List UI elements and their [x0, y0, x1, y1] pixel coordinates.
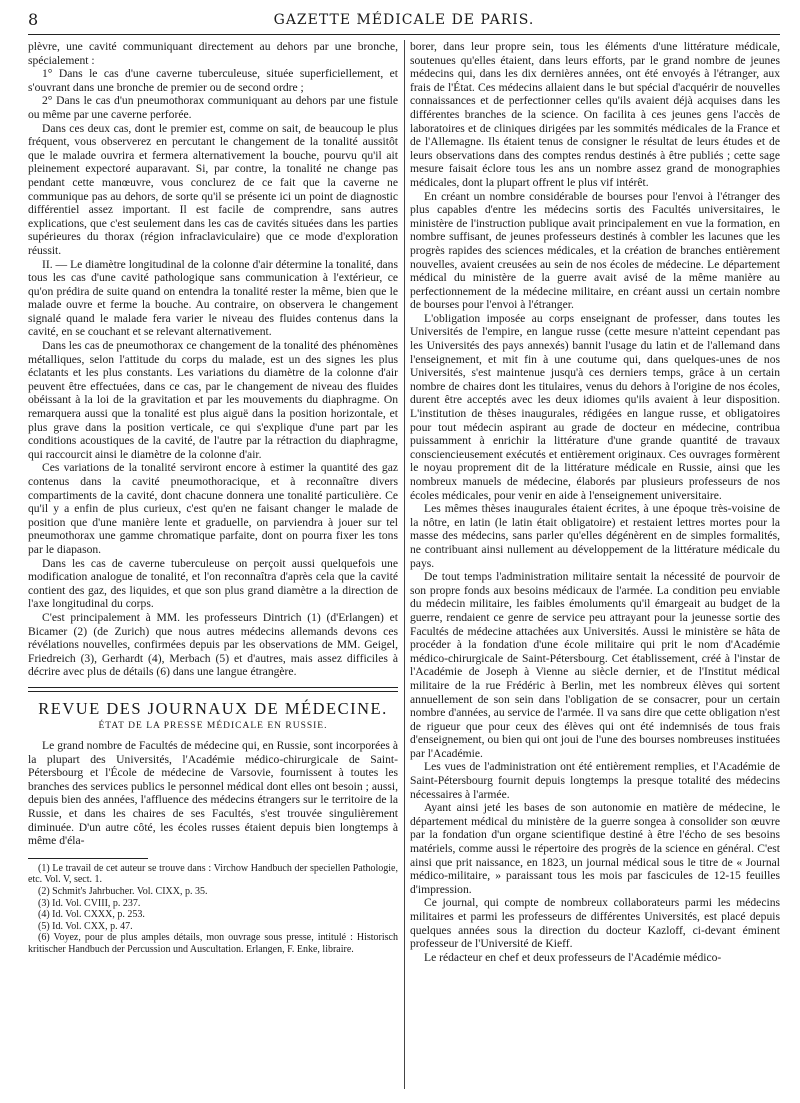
page-number: 8: [28, 10, 39, 29]
paragraph: Le grand nombre de Facultés de médecine qui, en Russie, sont incorporées à la plupart des Universités, l'Académie médico-chirurgicale de Saint-Pétersbourg et l'École de médecine de Varsovie, fournissent à toutes les branches des services publics le personnel médical dont elles ont besoin ; aussi, depuis bien des années, l'affluence des médecins étrangers sur le territoire de la Russie, et dans les chaires de ses Facultés, s'est trouvée singulièrement diminuée. D'un autre côté, les écoles russes étaient depuis bien longtemps à même d'éla-: [28, 739, 398, 848]
paragraph: Le rédacteur en chef et deux professeurs de l'Académie médico-: [424, 950, 722, 964]
footnote: (3) Id. Vol. CVIII, p. 237.: [38, 897, 141, 909]
left-column: [28, 40, 398, 956]
paragraph: Dans les cas de pneumothorax ce changement de la tonalité des phénomènes métalliques, selon l'attitude du corps du malade, est un des signes les plus éclatants et les plus constants. Les variations du diamètre de la colonne d'air peuvent être effectuées, dans ce cas, par le changement de niveau des fluides obéissant à la loi de la gravitation et par les mouvements du diaphragme. On remarquera aussi que la tonalité est plus aiguë dans la position horizontale, et plus grave dans la position verticale, ce qui s'explique d'une part par les conditions acoustiques de la cavité, de l'autre par la rétraction du diaphragme, qui raccourcit ainsi le diamètre de la colonne d'air.: [28, 339, 398, 461]
paragraph: Ce journal, qui compte de nombreux collaborateurs parmi les médecins militaires et parmi les professeurs de différentes Universités, est placé depuis quelques années sous la direction du docteur Kazloff, ci-devant éminent professeur de l'Université de Kieff.: [410, 896, 780, 951]
footnote: (2) Schmit's Jahrbucher. Vol. CIXX, p. 35.: [38, 886, 208, 898]
paragraph: Les mêmes thèses inaugurales étaient écrites, à une époque très-voisine de la nôtre, en latin (le latin était obligatoire) et restaient lettres mortes pour la masse des médecins, sans parler qu'elles dégénèrent en de simples formalités, ne contribuant ainsi nullement au développement de la littérature médicale du pays.: [410, 502, 780, 570]
newspaper-page: [28, 0, 780, 1103]
header-rule: [28, 34, 780, 35]
column-rule: [404, 40, 405, 1089]
section-divider: [28, 687, 398, 692]
footnote: (1) Le travail de cet auteur se trouve dans : Virchow Handbuch der speciellen Pathologie, etc. Vol. V, sect. 1.: [28, 862, 398, 886]
right-column: [410, 40, 780, 964]
paragraph: Ayant ainsi jeté les bases de son autonomie en matière de médecine, le département médical du ministère de la guerre songea à consolider son œuvre par la fondation d'un organe scientifique destiné à être l'écho de ses besoins matériels, comme aussi le répertoire des progrès de la science en général. C'est ainsi que prit naissance, en 1823, un journal médical sous le titre de « Journal médico-militaire, » paraissant tous les mois par fascicules de 12-15 feuilles d'impression.: [410, 801, 780, 896]
paragraph: En créant un nombre considérable de bourses pour l'envoi à l'étranger des plus capables d'entre les médecins sortis des Facultés universitaires, le ministère de l'instruction publique avait principalement en vue la formation, en nombre suffisant, de jeunes professeurs destinés à combler les lacunes que les progrès rapides des sciences médicales, et la création de branches entièrement nouvelles, avaient creusées au sein de nos écoles de médecine. Le département médical du ministère de la guerre avait avisé de la même manière au perfectionnement de la médecine militaire, en créant aussi un certain nombre de bourses pour l'envoi à l'étranger.: [410, 189, 780, 312]
paragraph: borer, dans leur propre sein, tous les éléments d'une littérature médicale, soutenues qu'elles étaient, dans leurs efforts, par le grand nombre de jeunes médecins qui, dans les dix dernières années, ont été envoyés à l'étranger, aux frais de l'État. Ces médecins allaient dans le but spécial d'acquérir de nouvelles connaissances et de perfectionner celles qu'ils avaient déjà acquises dans les différentes branches de la science. On facilita à ces jeunes gens l'accès de laboratoires et de cliniques dirigées par les sommités médicales de la France et de l'Allemagne. Ils étaient tenus de consigner le résultat de leurs études et de leurs observations dans des comptes rendus destinés à être publiés ; cette sage mesure faisait éclore tous les ans un nombre assez grand de monographies médicales, dont la plupart offrent le plus vif intérêt.: [410, 40, 780, 189]
paragraph: Dans ces deux cas, dont le premier est, comme on sait, de beaucoup le plus fréquent, vous observerez en percutant le changement de la tonalité aussitôt que le malade ouvrira et fermera alternativement la bouche, pourvu qu'il ait pleinement expectoré auparavant. Si, par contre, la tonalité ne change pas pendant cette manœuvre, vous conclurez de ce fait que la caverne ne communique pas au dehors, de sorte qu'il se présente ici un point de diagnostic différentiel assez important. Il est facile de comprendre, sans autres explications, que c'est seulement dans les cas de cavités situées dans les parties supérieures du thorax (région infraclaviculaire) que ce mode d'exploration réussit.: [28, 121, 398, 257]
list-item: 1° Dans le cas d'une caverne tuberculeuse, située superficiellement, et s'ouvrant dans une bronche de premier ou de second ordre ;: [28, 67, 398, 94]
paragraph: Ces variations de la tonalité serviront encore à estimer la quantité des gaz contenus dans la cavité pneumothoracique, et à reconnaître divers compartiments de la cavité, dont chacune donnera une tonalité particulière. Ce qu'il y a enfin de plus curieux, c'est qu'en ne faisant changer le malade de position que d'une manière lente et graduelle, on parviendra à jouer sur tel pneumothorax une gamme chromatique parfaite, dont on pourra fixer les tons par le diapason.: [28, 461, 398, 556]
footnote: (4) Id. Vol. CXXX, p. 253.: [38, 909, 145, 921]
running-title: GAZETTE MÉDICALE DE PARIS.: [273, 12, 535, 28]
page-header: [28, 10, 780, 32]
paragraph: Les vues de l'administration ont été entièrement remplies, et l'Académie de Saint-Pétersbourg fournit depuis longtemps la presque totalité des médecins nécessaires à l'armée.: [410, 760, 780, 801]
paragraph: C'est principalement à MM. les professeurs Dintrich (1) (d'Erlangen) et Bicamer (2) (de Zurich) que nous autres médecins allemands devons ces révélations nouvelles, confirmées depuis par les observations de MM. Geigel, Friedreich (3), Gerhardt (4), Merbach (5) et d'autres, mais assez difficiles à décrire avec plus de détails (6) dans une langue étrangère.: [28, 610, 398, 679]
paragraph: De tout temps l'administration militaire sentait la nécessité de pourvoir de son propre fonds aux besoins médicaux de l'armée. La condition peu enviable du médecin militaire, les faibles émoluments qu'il émargeait au budget de la guerre, rendaient ce genre de service peu attrayant pour la jeunesse sortie des Facultés de médecine attachées aux Universités. Aussi le ministère se hâta de procéder à la fondation d'une école militaire qui prit le nom d'Académie médico-chirurgicale de Saint-Pétersbourg. Cet établissement, créé à l'instar de l'Académie de Joseph à Vienne au siècle dernier, et de l'Institut médical militaire de la rue Frédéric à Berlin, met les nombreux élèves qui sortent annuellement de son sein dans l'obligation de se consacrer, pour un certain nombre d'années, au service de l'armée. Il va sans dire que cette obligation n'est de rigueur que pour ceux des élèves qui ont été indemnisés de tous frais d'enseignement, ou bien qui ont joui de l'une des bourses nombreuses instituées par l'Académie.: [410, 570, 780, 760]
list-item: 2° Dans le cas d'un pneumothorax communiquant au dehors par une fistule ou même par une caverne perforée.: [28, 94, 398, 121]
section-title: REVUE DES JOURNAUX DE MÉDECINE.: [38, 698, 388, 718]
footnote: (6) Voyez, pour de plus amples détails, mon ouvrage sous presse, intitulé : Historisch kritischer Handbuch der Percussion und Auscultation. Erlangen, F. Enke, libraire.: [28, 932, 398, 955]
paragraph: L'obligation imposée au corps enseignant de professer, dans toutes les Universités de l'empire, en langue russe (cette mesure n'atteint cependant pas les Universités des pays annexés) bannit l'usage du latin et de l'allemand dans l'enseignement, et mit fin à une coutume qui, dans quelques-unes de nos Universités, s'est maintenue jusqu'à ces derniers temps, grâce à un certain nombre de chaires dont les titulaires, venus du dehors à l'origine de nos écoles, durent être acceptés avec les deux idiomes qu'ils avaient à leur disposition. L'institution de thèses inaugurales, rédigées en langue russe, et obligatoires pour tout médecin aspirant au grade de docteur en médecine, contribua puissamment à enrichir la littérature d'une grande quantité de travaux consciencieusement exécutés et entièrement originaux. Ces ouvrages formèrent le noyau proprement dit de la littérature médicale en Russie, ainsi que les nombreux manuels de médecine, élaborés par plusieurs professeurs de nos écoles médicales, pour venir en aide à l'enseignement universitaire.: [410, 311, 780, 502]
footnote: (5) Id. Vol. CXX, p. 47.: [38, 920, 133, 932]
paragraph: II. — Le diamètre longitudinal de la colonne d'air détermine la tonalité, dans tous les cas d'une cavité pathologique sans communication à l'extérieur, ce qu'on prédira de suite quand on entendra la tonalité rester la même, bien que le malade ouvre et ferme la bouche. Au contraire, on observera le changement signalé quand le malade fera varier le niveau des fluides contenus dans la cavité, en se couchant et se relevant alternativement.: [28, 257, 398, 339]
paragraph: Dans les cas de caverne tuberculeuse on perçoit aussi quelquefois une modification analogue de tonalité, et l'on reconnaîtra d'après cela que la cavité contient des gaz, des liquides, et que son plus grand diamètre a la direction de l'axe longitudinal du corps.: [28, 556, 398, 611]
paragraph: plèvre, une cavité communiquant directement au dehors par une bronche, spécialement :: [28, 40, 398, 67]
footnotes: [28, 863, 398, 956]
section-subtitle: ÉTAT DE LA PRESSE MÉDICALE EN RUSSIE.: [98, 720, 328, 731]
footnote-rule: [28, 858, 148, 859]
